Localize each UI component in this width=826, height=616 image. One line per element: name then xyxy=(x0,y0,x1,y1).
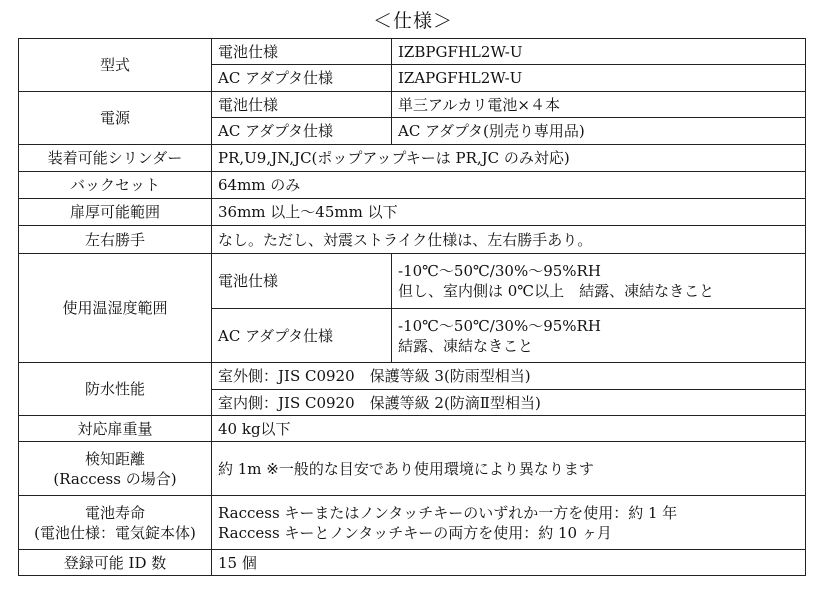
temp-value-ac-line2: 結露、凍結なきこと xyxy=(398,336,534,355)
table-row xyxy=(19,199,806,226)
temp-type-ac: AC アダプタ仕様 xyxy=(212,309,392,363)
power-type-ac: AC アダプタ仕様 xyxy=(212,118,392,145)
temp-value-battery-line2: 但し、室内側は 0℃以上 結露、凍結なきこと xyxy=(398,282,715,300)
backset-label: バックセット xyxy=(19,172,212,199)
power-value-ac: AC アダプタ(別売り専用品) xyxy=(392,118,806,145)
table-row xyxy=(19,363,806,390)
table-row xyxy=(19,254,806,309)
temp-value-battery-line1: -10℃～50℃/30%～95%RH xyxy=(398,262,601,280)
power-value-battery: 単三アルカリ電池×４本 xyxy=(392,92,806,118)
table-row xyxy=(19,550,806,576)
battery-life-label xyxy=(19,496,212,550)
model-type-ac: AC アダプタ仕様 xyxy=(212,65,392,92)
table-row xyxy=(19,442,806,496)
handedness-label: 左右勝手 xyxy=(19,226,212,254)
power-type-battery: 電池仕様 xyxy=(212,92,392,118)
spec-table xyxy=(18,38,806,576)
model-type-battery: 電池仕様 xyxy=(212,39,392,65)
table-row xyxy=(19,416,806,442)
door-weight-label: 対応扉重量 xyxy=(19,416,212,442)
battery-life-line2: Raccess キーとノンタッチキーの両方を使用：約 10 ヶ月 xyxy=(218,523,612,542)
table-row xyxy=(19,39,806,65)
door-weight-value: 40 kg以下 xyxy=(212,416,806,442)
battery-life-label-line1: 電池寿命 xyxy=(84,503,145,522)
table-row xyxy=(19,145,806,172)
battery-life-line1: Raccess キーまたはノンタッチキーのいずれか一方を使用：約 1 年 xyxy=(218,503,678,522)
table-row xyxy=(19,226,806,254)
waterproof-label: 防水性能 xyxy=(19,363,212,416)
detection-value: 約 1m ※一般的な目安であり使用環境により異なります xyxy=(212,442,806,496)
detection-label-line2: (Raccess の場合) xyxy=(53,469,177,488)
temp-humidity-label: 使用温湿度範囲 xyxy=(19,254,212,363)
model-value-battery: IZBPGFHL2W-U xyxy=(392,39,806,65)
temp-value-ac-line1: -10℃～50℃/30%～95%RH xyxy=(398,316,601,335)
model-value-ac: IZAPGFHL2W-U xyxy=(392,65,806,92)
ids-value: 15 個 xyxy=(212,550,806,576)
battery-life-value xyxy=(212,496,806,550)
backset-value: 64mm のみ xyxy=(212,172,806,199)
table-row xyxy=(19,496,806,550)
detection-label-line1: 検知距離 xyxy=(84,449,145,468)
table-row xyxy=(19,172,806,199)
detection-label xyxy=(19,442,212,496)
temp-value-battery xyxy=(392,254,806,309)
page-title: ＜仕様＞ xyxy=(372,10,453,32)
table-row xyxy=(19,92,806,118)
waterproof-indoor: 室内側：JIS C0920 保護等級 2(防滴Ⅱ型相当) xyxy=(212,390,806,416)
cylinder-value: PR,U9,JN,JC(ポップアップキーは PR,JC のみ対応) xyxy=(212,145,806,172)
door-thickness-value: 36mm 以上～45mm 以下 xyxy=(212,199,806,226)
waterproof-outdoor: 室外側：JIS C0920 保護等級 3(防雨型相当) xyxy=(212,363,806,390)
temp-value-ac xyxy=(392,309,806,363)
handedness-value: なし。ただし、対震ストライク仕様は、左右勝手あり。 xyxy=(212,226,806,254)
cylinder-label: 装着可能シリンダー xyxy=(19,145,212,172)
ids-label: 登録可能 ID 数 xyxy=(19,550,212,576)
battery-life-label-line2: (電池仕様：電気錠本体) xyxy=(34,523,196,542)
power-label: 電源 xyxy=(19,92,212,145)
model-label: 型式 xyxy=(19,39,212,92)
door-thickness-label: 扉厚可能範囲 xyxy=(19,199,212,226)
temp-type-battery: 電池仕様 xyxy=(212,254,392,309)
